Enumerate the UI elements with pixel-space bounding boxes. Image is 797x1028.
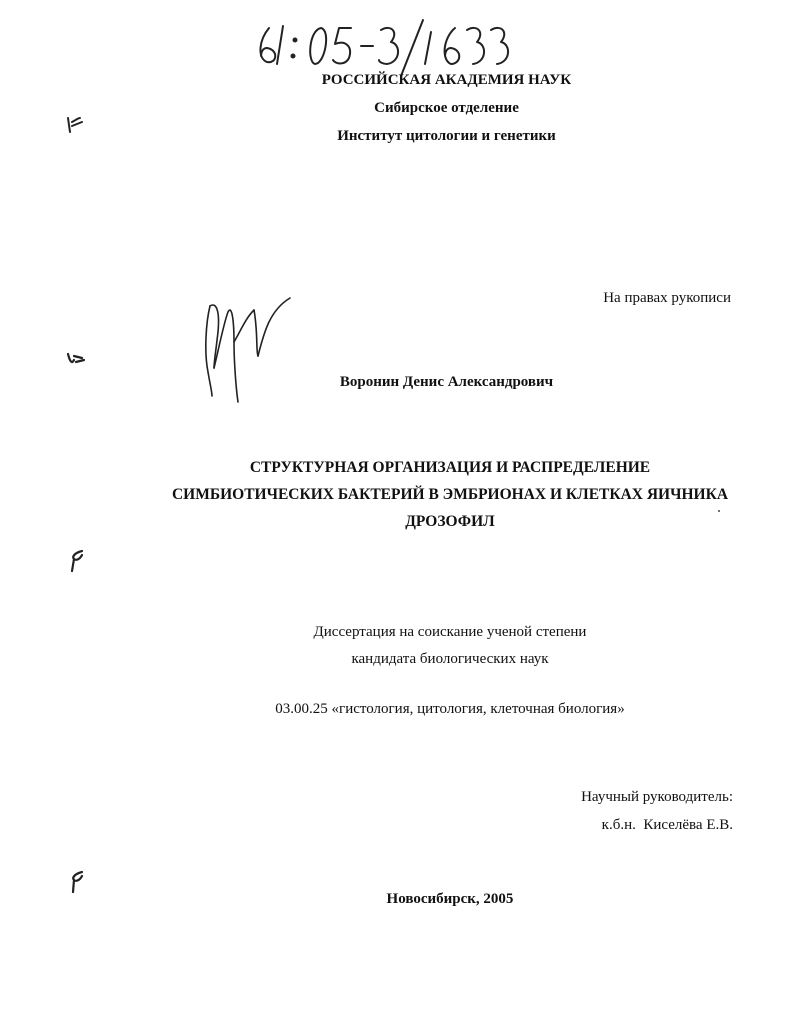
title-line-1: СТРУКТУРНАЯ ОРГАНИЗАЦИЯ И РАСПРЕДЕЛЕНИЕ	[249, 459, 651, 476]
dissertation-title	[150, 454, 750, 535]
stray-dot	[718, 510, 720, 512]
degree-line-2: кандидата биологических наук	[351, 651, 549, 667]
author-name: Воронин Денис Александрович	[339, 374, 554, 390]
degree-line-1: Диссертация на соискание ученой степени	[313, 624, 587, 640]
branch-name: Сибирское отделение	[374, 100, 519, 116]
scan-margin-mark	[60, 545, 90, 575]
manuscript-rights-note: На правах рукописи	[603, 290, 731, 306]
scan-margin-mark	[60, 112, 90, 142]
academy-name: РОССИЙСКАЯ АКАДЕМИЯ НАУК	[321, 72, 572, 88]
degree-statement	[150, 619, 750, 673]
supervisor-name: к.б.н. Киселёва Е.В.	[601, 817, 733, 833]
title-line-3: ДРОЗОФИЛ	[405, 513, 495, 530]
specialty-code: 03.00.25 «гистология, цитология, клеточная биология»	[275, 701, 625, 717]
city-and-year: Новосибирск, 2005	[386, 891, 514, 907]
scan-margin-mark	[60, 866, 90, 896]
institute-name: Институт цитологии и генетики	[337, 128, 556, 144]
scientific-supervisor	[581, 783, 733, 839]
title-line-2: СИМБИОТИЧЕСКИХ БАКТЕРИЙ В ЭМБРИОНАХ И КЛЕТКАХ ЯИЧНИКА	[171, 486, 729, 503]
handwritten-catalogue-number	[255, 18, 515, 78]
supervisor-label: Научный руководитель:	[581, 789, 733, 805]
scan-margin-mark	[60, 344, 90, 374]
